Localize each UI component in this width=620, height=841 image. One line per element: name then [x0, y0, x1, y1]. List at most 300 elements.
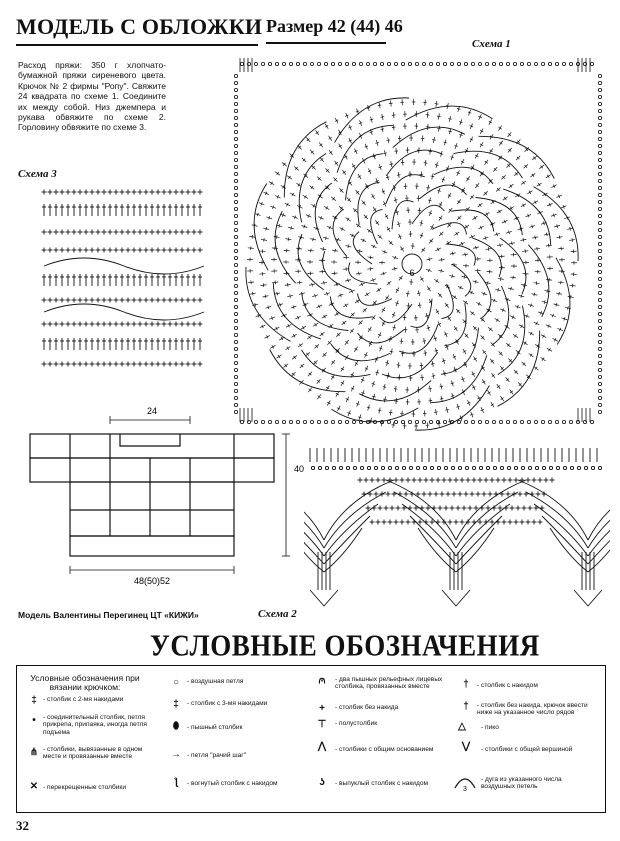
legend-item: - столбик с 2-мя накидами — [43, 696, 124, 703]
stitch-mark — [559, 292, 560, 296]
chain-mark — [598, 256, 601, 259]
chain-mark — [598, 116, 601, 119]
chain-mark — [234, 228, 237, 231]
chain-mark — [311, 466, 314, 469]
chain-mark — [331, 62, 334, 65]
half-double-crochet-icon: ⊤ — [317, 719, 327, 730]
schema-1-chart — [226, 52, 610, 432]
stitch-mark — [570, 295, 571, 299]
chain-mark — [234, 291, 237, 294]
stitch-mark — [326, 387, 329, 389]
fan-arc — [324, 480, 394, 540]
chain-mark — [430, 466, 433, 469]
petal-arc — [447, 244, 476, 266]
spike-stitch-icon: † — [463, 701, 469, 712]
fan-arc — [456, 516, 502, 564]
stitch-mark — [437, 128, 441, 129]
chain-mark — [234, 221, 237, 224]
chain-mark — [234, 235, 237, 238]
stitch-mark — [465, 225, 467, 228]
chain-mark — [534, 420, 537, 423]
chain-mark — [563, 466, 566, 469]
chain-mark — [598, 354, 601, 357]
slip-stitch-icon: • — [32, 715, 36, 726]
chain-mark — [598, 200, 601, 203]
stitch-mark — [440, 398, 444, 399]
stitch-mark — [318, 396, 321, 398]
fan-arc — [534, 504, 588, 556]
stitch-mark — [547, 175, 549, 178]
chain-mark — [598, 130, 601, 133]
stitch-mark — [427, 288, 430, 290]
chain-mark — [234, 95, 237, 98]
chain-mark — [584, 466, 587, 469]
chain-mark — [513, 62, 516, 65]
petal-arc — [302, 293, 349, 331]
stitch-mark — [288, 176, 290, 179]
chain-mark — [234, 158, 237, 161]
chain-mark — [457, 62, 460, 65]
schema-3-chart — [40, 184, 208, 376]
size-label: Размер 42 (44) 46 — [266, 16, 403, 36]
chain-mark — [598, 123, 601, 126]
chain-mark — [598, 284, 601, 287]
stitch-mark — [514, 334, 516, 337]
stitch-mark — [366, 293, 368, 296]
fan-arc — [588, 504, 610, 556]
stitch-mark — [252, 292, 253, 296]
stitch-mark — [375, 142, 378, 143]
chain-mark — [478, 62, 481, 65]
stitch-mark — [486, 213, 488, 216]
stitch-mark — [465, 253, 466, 257]
chain-mark — [598, 340, 601, 343]
legend-item: - дуга из указанного числа воздушных петель — [481, 776, 562, 791]
stitch-mark — [464, 275, 465, 278]
petal-arc — [534, 187, 579, 262]
chain-mark — [542, 466, 545, 469]
stitch-mark — [538, 183, 540, 186]
chain-mark — [346, 466, 349, 469]
chain-mark — [408, 62, 411, 65]
stitch-mark — [348, 279, 349, 282]
stitch-mark — [504, 197, 506, 200]
legend-item: - воздушная петля — [187, 678, 244, 685]
chain-mark — [353, 466, 356, 469]
chain-mark — [422, 420, 425, 423]
shell-mark — [442, 590, 470, 606]
chain-mark — [444, 466, 447, 469]
schema-2-label: Схема 2 — [258, 608, 297, 620]
chain-mark — [234, 382, 237, 385]
chain-mark — [422, 62, 425, 65]
stitch-mark — [312, 283, 313, 287]
stitch-mark — [367, 407, 370, 408]
fan-arc — [324, 492, 386, 548]
legend-item: - столбик без накида, крючок ввести ниже на указанное число рядов — [477, 702, 588, 717]
stitch-mark — [354, 348, 357, 350]
center-ring-number: 6 — [409, 268, 415, 278]
chain-mark — [338, 62, 341, 65]
petal-arc — [353, 232, 372, 264]
petal-arc — [476, 198, 523, 236]
stitch-mark — [454, 328, 457, 330]
petal-arc — [315, 183, 332, 242]
stitch-mark — [418, 305, 422, 306]
stitch-mark — [432, 376, 436, 377]
chain-mark — [380, 62, 383, 65]
chain-mark — [234, 207, 237, 210]
stitch-mark — [546, 233, 547, 237]
assembly-diagram — [24, 400, 304, 600]
stitch-mark — [288, 237, 289, 241]
chain-mark — [464, 420, 467, 423]
stitch-mark — [373, 209, 376, 211]
chain-mark — [598, 410, 601, 413]
stitch-mark — [323, 247, 324, 251]
stitch-mark — [499, 127, 502, 129]
stitch-mark — [420, 278, 423, 280]
chain-mark — [598, 74, 601, 77]
chain-mark — [234, 354, 237, 357]
chain-mark — [359, 62, 362, 65]
chain-mark — [234, 249, 237, 252]
picot-icon: △ — [458, 721, 466, 732]
title-underline — [16, 44, 258, 46]
stitch-mark — [316, 132, 319, 134]
chain-mark — [234, 277, 237, 280]
chain-mark — [521, 466, 524, 469]
stitch-mark — [372, 396, 375, 397]
stitch-mark — [465, 301, 467, 304]
stitch-mark — [487, 281, 488, 284]
chain-mark — [401, 420, 404, 423]
chain-mark — [234, 375, 237, 378]
stitch-mark — [394, 267, 395, 270]
stitch-mark — [336, 312, 338, 315]
fan-arc — [588, 492, 610, 548]
petal-arc — [452, 210, 494, 232]
stitch-mark — [397, 175, 401, 176]
stitch-mark — [378, 410, 382, 411]
chain-mark — [234, 326, 237, 329]
shell-mark — [310, 590, 338, 606]
stitch-mark — [279, 224, 280, 227]
chain-mark — [548, 420, 551, 423]
chain-mark — [234, 298, 237, 301]
stitch-mark — [474, 216, 476, 219]
chain-mark — [598, 221, 601, 224]
chain-mark — [598, 270, 601, 273]
shell-base-icon: ⋀ — [317, 741, 327, 752]
stitch-mark — [500, 277, 501, 281]
stitch-mark — [287, 283, 288, 287]
instructions-text: Расход пряжи: 350 г хлопчато-бумажной пряжи сиреневого цвета. Крючок № 2 фирмы "Ропу". Свяжите 24 квадрата по схеме 1. Соедините их между собой. Низ джемпера и рукава обвяжите по схеме 2. Горловину обвяжите по схеме 3. — [18, 60, 166, 133]
single-crochet-icon: + — [319, 703, 325, 714]
fan-arc — [526, 492, 588, 548]
stitch-mark — [431, 364, 435, 365]
petal-arc — [392, 201, 414, 230]
chain-mark — [352, 420, 355, 423]
stitch-mark — [390, 351, 394, 352]
chain-mark — [485, 62, 488, 65]
stitch-mark — [326, 206, 328, 209]
stitch-mark — [445, 409, 449, 410]
chain-mark — [598, 263, 601, 266]
legend-item: - два пышных рельефных лицевых столбика, провязанных вместе — [335, 676, 443, 691]
arc-count: 3 — [463, 786, 467, 792]
stitch-mark — [432, 140, 436, 141]
petal-arc — [371, 210, 383, 245]
legend-item: - петля "рачий шаг" — [187, 752, 247, 759]
chain-mark — [234, 284, 237, 287]
chain-mark — [506, 62, 509, 65]
fan-arc — [588, 480, 610, 540]
chain-mark — [352, 62, 355, 65]
stitch-mark — [492, 374, 495, 376]
stitch-mark — [368, 329, 371, 331]
petal-arc — [393, 127, 465, 148]
fan-arc — [410, 516, 456, 564]
chain-mark — [598, 193, 601, 196]
chain-mark — [562, 62, 565, 65]
stitch-mark — [448, 421, 451, 422]
chain-mark — [528, 466, 531, 469]
stitch-mark — [536, 281, 537, 285]
stitch-mark — [357, 224, 359, 227]
stitch-mark — [490, 150, 493, 152]
dimension-top: 24 — [146, 406, 158, 416]
chain-mark — [408, 420, 411, 423]
chain-mark — [254, 62, 257, 65]
chain-mark — [318, 466, 321, 469]
stitch-mark — [435, 104, 439, 105]
stitch-mark — [427, 327, 430, 328]
chain-mark — [366, 62, 369, 65]
stitch-mark — [386, 297, 389, 299]
stitch-mark — [497, 386, 500, 388]
chain-mark — [423, 466, 426, 469]
stitch-mark — [395, 212, 398, 213]
petal-arc — [431, 355, 487, 403]
legend-item: - пышный столбик — [187, 724, 243, 731]
stitch-mark — [315, 323, 317, 326]
chain-mark — [394, 62, 397, 65]
legend-item: - выпуклый столбик с накидом — [335, 780, 429, 787]
stitch-mark — [443, 142, 446, 143]
chain-mark — [556, 466, 559, 469]
fan-arc — [304, 504, 324, 556]
stitch-mark — [329, 137, 332, 139]
fan-arc — [304, 480, 324, 540]
chain-mark — [598, 214, 601, 217]
stitch-mark — [499, 142, 502, 144]
legend-box — [16, 665, 606, 813]
chain-mark — [234, 368, 237, 371]
chain-mark — [535, 466, 538, 469]
stitch-mark — [290, 294, 291, 297]
legend-item: - столбик с накидом — [477, 682, 538, 689]
stitch-mark — [498, 288, 499, 291]
page-number: 32 — [16, 818, 29, 833]
chain-mark — [591, 466, 594, 469]
chain-mark — [395, 466, 398, 469]
chain-stitch-icon: ○ — [172, 677, 180, 688]
petal-arc — [452, 264, 471, 296]
chain-mark — [598, 158, 601, 161]
stitch-mark — [544, 300, 545, 303]
chain-mark — [598, 361, 601, 364]
chain-mark — [520, 62, 523, 65]
fan-arc — [324, 516, 370, 564]
chain-mark — [443, 420, 446, 423]
stitch-mark — [523, 238, 524, 242]
chain-mark — [234, 88, 237, 91]
stitch-mark — [425, 315, 428, 316]
chain-mark — [234, 123, 237, 126]
petal-arc — [358, 182, 380, 224]
chain-mark — [373, 62, 376, 65]
legend-item: - столбики, вывязанные в одном месте и провязанные вместе — [43, 746, 143, 761]
stitch-mark — [370, 256, 371, 260]
relief-puff-icon: ⩀ — [318, 675, 326, 686]
petal-arc — [473, 238, 502, 277]
fan-arc — [394, 492, 456, 548]
chain-mark — [598, 179, 601, 182]
chain-mark — [492, 62, 495, 65]
chain-mark — [507, 466, 510, 469]
stitch-mark — [511, 287, 512, 290]
chain-mark — [325, 466, 328, 469]
chain-mark — [598, 368, 601, 371]
stitch-mark — [370, 119, 373, 120]
legend-item: - соединительный столбик, петля прикрепа, припаяка, иногда петля подъема — [43, 714, 147, 736]
stitch-mark — [488, 247, 489, 251]
chain-mark — [598, 396, 601, 399]
stitch-mark — [556, 303, 557, 306]
stitch-mark — [329, 151, 332, 153]
petal-arc — [284, 122, 326, 198]
shell-top-icon: ⋁ — [461, 741, 471, 752]
chain-mark — [234, 319, 237, 322]
chain-mark — [338, 420, 341, 423]
chain-mark — [598, 403, 601, 406]
chain-mark — [478, 420, 481, 423]
chain-mark — [598, 102, 601, 105]
legend-item: - столбики с общей вершиной — [481, 746, 573, 753]
chain-mark — [234, 102, 237, 105]
fan-arc — [386, 480, 456, 540]
crab-stitch-icon: → — [171, 749, 181, 760]
back-post-stitch-icon: ƪ — [174, 777, 178, 788]
chain-mark — [479, 466, 482, 469]
chain-mark — [590, 420, 593, 423]
stitch-mark — [345, 304, 347, 307]
chain-mark — [234, 263, 237, 266]
fan-arc — [518, 480, 588, 540]
stitch-mark — [437, 116, 441, 117]
chain-mark — [234, 305, 237, 308]
petal-arc — [349, 262, 378, 284]
stitch-mark — [475, 280, 476, 283]
chain-mark — [234, 172, 237, 175]
chain-mark — [451, 466, 454, 469]
designer-credit: Модель Валентины Перегинец ЦТ «КИЖИ» — [18, 610, 199, 620]
legend-item: - перекрещенные столбики — [43, 784, 126, 791]
chain-mark — [598, 249, 601, 252]
fan-arc — [324, 504, 378, 556]
chain-mark — [598, 109, 601, 112]
stitch-mark — [341, 368, 344, 370]
chain-mark — [234, 109, 237, 112]
stitch-mark — [452, 252, 453, 255]
fan-arc — [456, 492, 518, 548]
stitch-mark — [547, 289, 548, 293]
chain-mark — [234, 165, 237, 168]
stitch-mark — [277, 172, 279, 175]
petal-arc — [479, 136, 555, 178]
double-crochet-2-icon: ‡ — [31, 695, 37, 706]
stitch-mark — [420, 223, 424, 224]
stitch-mark — [448, 131, 451, 132]
stitch-mark — [434, 412, 438, 413]
stitch-mark — [378, 105, 382, 106]
stitch-mark — [435, 165, 438, 166]
schema-3-label: Схема 3 — [18, 168, 57, 180]
stitch-mark — [347, 218, 349, 221]
fan-arc — [456, 504, 510, 556]
petal-arc — [302, 350, 371, 377]
chain-mark — [240, 62, 243, 65]
chain-mark — [598, 207, 601, 210]
stitch-mark — [278, 355, 280, 358]
chain-mark — [303, 62, 306, 65]
chain-mark — [234, 137, 237, 140]
fan-arc — [402, 504, 456, 556]
stitch-mark — [401, 248, 404, 250]
chain-mark — [598, 389, 601, 392]
stitch-mark — [264, 238, 265, 242]
chain-mark — [598, 312, 601, 315]
legend-title: УСЛОВНЫЕ ОБОЗНАЧЕНИЯ — [150, 628, 540, 663]
chain-mark — [598, 81, 601, 84]
chain-mark — [562, 420, 565, 423]
stitch-mark — [449, 209, 452, 211]
stitch-mark — [299, 281, 300, 285]
petal-arc — [254, 184, 268, 271]
chain-mark — [289, 62, 292, 65]
stitch-mark — [266, 227, 267, 230]
size-underline — [266, 42, 386, 44]
chain-mark — [443, 62, 446, 65]
double-crochet-3-icon: ‡ — [173, 699, 179, 710]
chain-mark — [234, 130, 237, 133]
chain-mark — [234, 193, 237, 196]
chain-mark — [492, 420, 495, 423]
stitch-mark — [557, 224, 558, 227]
chain-mark — [332, 466, 335, 469]
stitch-mark — [276, 235, 277, 239]
chain-mark — [310, 420, 313, 423]
chain-mark — [493, 466, 496, 469]
crossed-stitches-icon: ✕ — [29, 781, 39, 792]
chain-mark — [234, 186, 237, 189]
chain-mark — [549, 466, 552, 469]
stitch-mark — [381, 129, 385, 130]
stitch-mark — [255, 303, 256, 306]
chain-mark — [234, 361, 237, 364]
chain-mark — [499, 62, 502, 65]
